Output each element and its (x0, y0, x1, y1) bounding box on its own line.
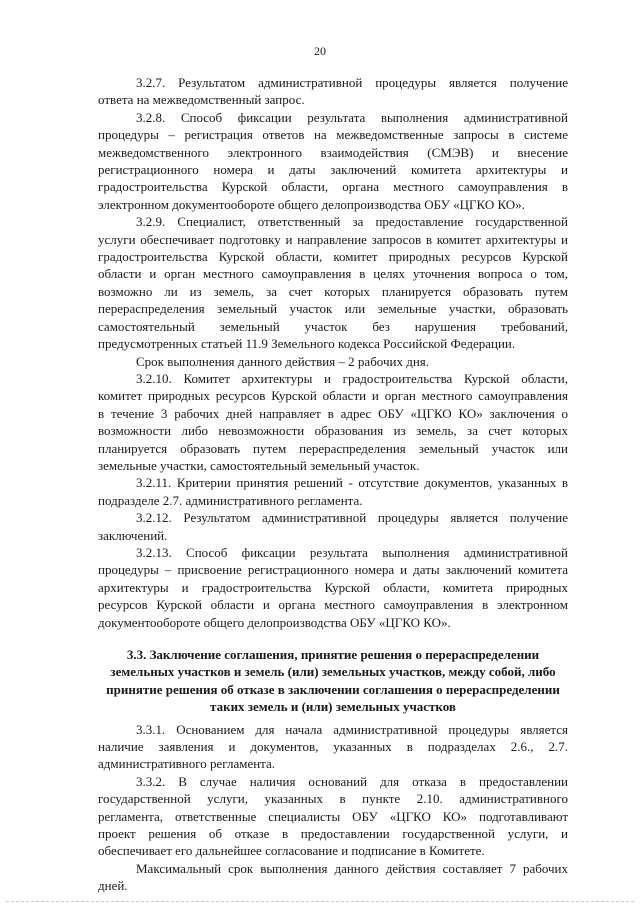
text-line: процедуры – регистрация ответов на межведомственные запросы в системе (98, 127, 568, 143)
text-line: ресурсов Курской области и органа местного самоуправления в электронном (98, 597, 568, 613)
heading-line: 3.3. Заключение соглашения, принятие решения о перераспределении (126, 647, 540, 662)
paragraph (98, 370, 568, 474)
scan-edge-line (6, 901, 634, 903)
text-line: проект решения об отказе в предоставлении государственной услуги, и (98, 826, 568, 842)
paragraph (98, 544, 568, 631)
text-line: обеспечивает его дальнейшее согласование и подписание в Комитете. (98, 843, 485, 859)
text-line: планируется образовать путем перераспределения земельный участок или (98, 440, 568, 456)
paragraph (98, 721, 568, 773)
text-line: 3.2.13. Способ фиксации результата выполнения административной (136, 544, 568, 560)
text-line: ответа на межведомственный запрос. (98, 92, 305, 108)
paragraph (98, 860, 568, 895)
text-line: области и орган местного самоуправления в целях уточнения вопроса о том, (98, 266, 568, 282)
text-line: в течение 3 рабочих дней направляет в адрес ОБУ «ЦГКО КО» заключения о (98, 405, 568, 421)
document-body (98, 74, 568, 895)
text-line: заключений. (98, 527, 168, 543)
text-line: дней. (98, 878, 128, 894)
heading-line: таких земель и (или) земельных участков (210, 699, 456, 715)
text-line: самостоятельный земельный участок без нарушения требований, (98, 318, 568, 334)
text-line: 3.2.12. Результатом административной процедуры является получение (136, 510, 568, 526)
text-line: возможности либо невозможности образования из земель, за счет которых (98, 423, 568, 439)
text-line: Максимальный срок выполнения данного действия составляет 7 рабочих (136, 860, 568, 876)
page-number: 20 (314, 44, 326, 58)
section-3-3 (98, 721, 568, 895)
text-line: комитет природных ресурсов Курской области и орган местного самоуправления (98, 388, 568, 404)
section-3-2 (98, 74, 568, 631)
text-line: электронном документообороте общего делопроизводства ОБУ «ЦГКО КО». (98, 196, 525, 212)
paragraph (98, 773, 568, 860)
text-line: Срок выполнения данного действия – 2 рабочих дня. (136, 353, 430, 369)
text-line: возможно ли из земель, за счет которых планируется образовать путем (98, 283, 568, 299)
text-line: регламента, ответственные специалисты ОБУ «ЦГКО КО» подготавливают (98, 808, 568, 824)
heading-line: принятие решения об отказе в заключении соглашения о перераспределении (106, 681, 560, 697)
text-line: 3.2.7. Результатом административной процедуры является получение (136, 75, 568, 90)
paragraph (98, 509, 568, 544)
heading-line: земельных участков и земель (или) земельных участков, между собой, либо (110, 664, 556, 680)
text-line: земельные участки, самостоятельный земельный участок. (98, 457, 420, 473)
text-line: 3.2.9. Специалист, ответственный за предоставление государственной (136, 214, 568, 230)
text-line: наличие заявления и документов, указанных в подразделах 2.6., 2.7. (98, 739, 568, 755)
text-line: градостроительства Курской области, органа местного самоуправления в (98, 179, 568, 195)
paragraph (98, 474, 568, 509)
paragraph (98, 213, 568, 352)
text-line: предусмотренных статьей 11.9 Земельного кодекса Российской Федерации. (98, 336, 516, 352)
paragraph (98, 74, 568, 109)
text-line: подразделе 2.7. административного регламента. (98, 492, 363, 508)
text-line: административного регламента. (98, 756, 276, 772)
text-line: 3.3.2. В случае наличия оснований для отказа в предоставлении (136, 773, 568, 789)
text-line: градостроительства Курской области, комитет природных ресурсов Курской (98, 249, 568, 265)
text-line: процедуры – присвоение регистрационного номера и даты заключений комитета (98, 562, 568, 578)
text-line: государственной услуги, указанных в пункте 2.10. административного (98, 791, 568, 807)
text-line: межведомственного электронного взаимодействия (СМЭВ) и внесение (98, 144, 568, 160)
text-line: регистрационного номера и даты заключений комитета архитектуры и (98, 162, 568, 178)
section-heading-3-3 (98, 646, 568, 716)
text-line: 3.3.1. Основанием для начала административной процедуры является (136, 721, 568, 737)
text-line: архитектуры и градостроительства Курской области, комитета природных (98, 579, 568, 595)
text-line: услуги обеспечивает подготовку и направление запросов в комитет архитектуры и (98, 231, 568, 247)
text-line: 3.2.10. Комитет архитектуры и градостроительства Курской области, (136, 370, 568, 386)
paragraph (98, 109, 568, 213)
text-line: перераспределения земельный участок или земельные участки, образовать (98, 301, 568, 317)
text-line: 3.2.8. Способ фиксации результата выполнения административной (136, 109, 568, 125)
paragraph (98, 353, 568, 370)
text-line: 3.2.11. Критерии принятия решений - отсутствие документов, указанных в (136, 475, 568, 491)
text-line: документообороте общего делопроизводства ОБУ «ЦГКО КО». (98, 614, 451, 630)
